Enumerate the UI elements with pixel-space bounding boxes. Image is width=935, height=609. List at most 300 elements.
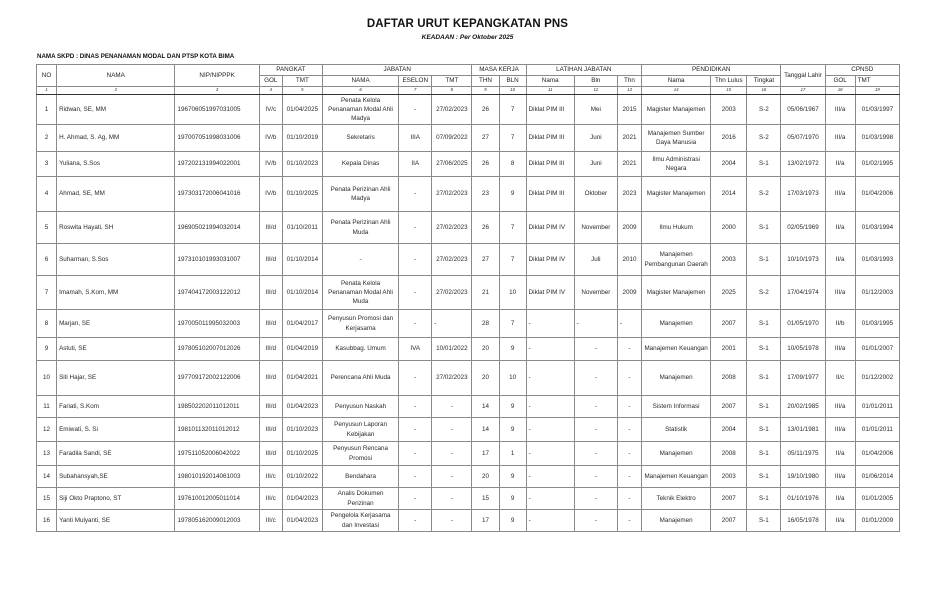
jabatan-nama: Kepala Dinas: [322, 152, 398, 177]
employee-nip: 197404172003122012: [175, 276, 259, 310]
table-row: [37, 212, 900, 244]
table-row: [37, 418, 900, 442]
jabatan-eselon: -: [399, 95, 432, 125]
jabatan-tmt: 27/02/2023: [432, 244, 472, 276]
column-index-cell: 16: [747, 87, 781, 95]
tanggal-lahir: 17/04/1974: [781, 276, 825, 310]
pangkat-gol: IV/b: [259, 125, 282, 152]
cpnsd-tmt: 01/03/1995: [855, 310, 899, 338]
pangkat-tmt: 01/04/2023: [282, 510, 322, 532]
row-no: 8: [37, 310, 57, 338]
jabatan-tmt: -: [432, 510, 472, 532]
cpnsd-gol: III/a: [825, 125, 855, 152]
employee-nip: 198010192014061003: [175, 466, 259, 488]
pendidikan-nama: Manajemen: [642, 510, 711, 532]
latihan-thn: 2021: [617, 152, 641, 177]
latihan-nama: -: [526, 361, 574, 396]
jabatan-tmt: -: [432, 310, 472, 338]
pendidikan-lulus: 2003: [711, 466, 747, 488]
masa-kerja-bln: 7: [499, 212, 526, 244]
table-row: [37, 152, 900, 177]
table-row: [37, 466, 900, 488]
latihan-bln: Oktober: [574, 177, 617, 212]
employee-nip: 197805162009012003: [175, 510, 259, 532]
pendidikan-nama: Statistik: [642, 418, 711, 442]
latihan-bln: -: [574, 418, 617, 442]
header-tanggal-lahir: Tanggal Lahir: [781, 65, 825, 87]
header-row-1: [37, 65, 900, 76]
pendidikan-tingkat: S-1: [747, 510, 781, 532]
employee-name: Marjan, SE: [57, 310, 175, 338]
latihan-bln: -: [574, 488, 617, 510]
table-row: [37, 396, 900, 418]
header-pangkat-gol: GOL: [259, 76, 282, 87]
pendidikan-lulus: 2000: [711, 212, 747, 244]
latihan-nama: -: [526, 488, 574, 510]
masa-kerja-thn: 26: [472, 212, 499, 244]
masa-kerja-bln: 9: [499, 466, 526, 488]
masa-kerja-bln: 10: [499, 276, 526, 310]
masa-kerja-bln: 9: [499, 418, 526, 442]
pendidikan-tingkat: S-1: [747, 396, 781, 418]
tanggal-lahir: 20/02/1985: [781, 396, 825, 418]
row-no: 1: [37, 95, 57, 125]
masa-kerja-bln: 7: [499, 244, 526, 276]
latihan-nama: -: [526, 466, 574, 488]
jabatan-nama: Penata Kelola Penanaman Modal Ahli Muda: [322, 276, 398, 310]
header-mk-thn: THN: [472, 76, 499, 87]
jabatan-nama: Pengelola Kerjasama dan Investasi: [322, 510, 398, 532]
pangkat-gol: III/d: [259, 418, 282, 442]
row-no: 4: [37, 177, 57, 212]
pendidikan-nama: Ilmu Administrasi Negara: [642, 152, 711, 177]
header-jabatan-eselon: ESELON: [399, 76, 432, 87]
pendidikan-nama: Ilmu Hukum: [642, 212, 711, 244]
pangkat-gol: IV/b: [259, 152, 282, 177]
employee-name: Siti Hajar, SE: [57, 361, 175, 396]
latihan-bln: November: [574, 276, 617, 310]
pendidikan-lulus: 2008: [711, 361, 747, 396]
pangkat-tmt: 01/10/2011: [282, 212, 322, 244]
employee-nip: 197610012005011014: [175, 488, 259, 510]
column-index-cell: 13: [617, 87, 641, 95]
tanggal-lahir: 05/11/1975: [781, 442, 825, 466]
pendidikan-lulus: 2003: [711, 244, 747, 276]
employee-name: Subahansyah,SE: [57, 466, 175, 488]
latihan-thn: 2021: [617, 125, 641, 152]
pendidikan-tingkat: S-2: [747, 177, 781, 212]
jabatan-eselon: -: [399, 488, 432, 510]
header-masa-kerja: MASA KERJA: [472, 65, 526, 76]
jabatan-eselon: -: [399, 396, 432, 418]
pendidikan-tingkat: S-2: [747, 95, 781, 125]
pangkat-gol: III/d: [259, 442, 282, 466]
pendidikan-tingkat: S-1: [747, 361, 781, 396]
jabatan-eselon: -: [399, 442, 432, 466]
employee-nip: 197310101993031007: [175, 244, 259, 276]
jabatan-nama: Perencana Ahli Muda: [322, 361, 398, 396]
cpnsd-tmt: 01/04/2006: [855, 177, 899, 212]
tanggal-lahir: 13/02/1972: [781, 152, 825, 177]
pendidikan-lulus: 2007: [711, 488, 747, 510]
header-cpnsd-tmt: TMT: [855, 76, 899, 87]
tanggal-lahir: 17/09/1977: [781, 361, 825, 396]
masa-kerja-bln: 7: [499, 125, 526, 152]
latihan-bln: Juni: [574, 152, 617, 177]
latihan-bln: -: [574, 338, 617, 361]
employee-name: Ahmad, SE, MM: [57, 177, 175, 212]
jabatan-eselon: -: [399, 466, 432, 488]
table-body: [37, 95, 900, 532]
cpnsd-gol: II/a: [825, 442, 855, 466]
masa-kerja-bln: 9: [499, 177, 526, 212]
jabatan-nama: Sekretaris: [322, 125, 398, 152]
jabatan-nama: Penata Perizinan Ahli Muda: [322, 212, 398, 244]
jabatan-tmt: 27/02/2023: [432, 95, 472, 125]
latihan-bln: -: [574, 466, 617, 488]
column-index-cell: 2: [57, 87, 175, 95]
tanggal-lahir: 01/10/1976: [781, 488, 825, 510]
pendidikan-nama: Manajemen Pembangunan Daerah: [642, 244, 711, 276]
pendidikan-tingkat: S-1: [747, 442, 781, 466]
column-index-cell: 18: [825, 87, 855, 95]
jabatan-eselon: -: [399, 418, 432, 442]
pangkat-tmt: 01/04/2025: [282, 95, 322, 125]
header-pend-lulus: Thn Lulus: [711, 76, 747, 87]
latihan-thn: -: [617, 396, 641, 418]
latihan-bln: Juli: [574, 244, 617, 276]
jabatan-nama: Penyusun Naskah: [322, 396, 398, 418]
latihan-thn: -: [617, 418, 641, 442]
jabatan-tmt: -: [432, 466, 472, 488]
cpnsd-tmt: 01/02/1995: [855, 152, 899, 177]
latihan-nama: Diklat PIM III: [526, 125, 574, 152]
header-mk-bln: BLN: [499, 76, 526, 87]
row-no: 16: [37, 510, 57, 532]
column-index-row: [37, 87, 900, 95]
jabatan-nama: Penyusun Rencana Promosi: [322, 442, 398, 466]
column-index-cell: 17: [781, 87, 825, 95]
pangkat-gol: III/c: [259, 488, 282, 510]
jabatan-nama: Penyusun Laporan Kebijakan: [322, 418, 398, 442]
employee-name: Siji Okto Praptono, ST: [57, 488, 175, 510]
latihan-nama: Diklat PIM IV: [526, 276, 574, 310]
row-no: 13: [37, 442, 57, 466]
jabatan-nama: -: [322, 244, 398, 276]
pendidikan-lulus: 2001: [711, 338, 747, 361]
employee-name: Faradila Sandi, SE: [57, 442, 175, 466]
cpnsd-gol: III/a: [825, 95, 855, 125]
pendidikan-nama: Manajemen Sumber Daya Manusia: [642, 125, 711, 152]
jabatan-tmt: 27/02/2023: [432, 361, 472, 396]
pendidikan-lulus: 2003: [711, 95, 747, 125]
pangkat-tmt: 01/10/2023: [282, 152, 322, 177]
row-no: 15: [37, 488, 57, 510]
header-lat-bln: Bln: [574, 76, 617, 87]
masa-kerja-thn: 14: [472, 396, 499, 418]
latihan-thn: 2009: [617, 276, 641, 310]
pendidikan-tingkat: S-1: [747, 338, 781, 361]
latihan-thn: 2009: [617, 212, 641, 244]
employee-name: Ridwan, SE, MM: [57, 95, 175, 125]
employee-nip: 197007051998031006: [175, 125, 259, 152]
employee-nip: 197005011995032003: [175, 310, 259, 338]
masa-kerja-thn: 23: [472, 177, 499, 212]
column-index-cell: 15: [711, 87, 747, 95]
latihan-nama: Diklat PIM III: [526, 95, 574, 125]
jabatan-tmt: -: [432, 396, 472, 418]
jabatan-eselon: IIIA: [399, 125, 432, 152]
masa-kerja-bln: 7: [499, 95, 526, 125]
cpnsd-tmt: 01/06/2014: [855, 466, 899, 488]
masa-kerja-thn: 27: [472, 125, 499, 152]
table-row: [37, 361, 900, 396]
pangkat-gol: III/d: [259, 276, 282, 310]
latihan-bln: -: [574, 442, 617, 466]
jabatan-eselon: -: [399, 361, 432, 396]
document-subtitle: KEADAAN : Per Oktober 2025: [421, 34, 514, 41]
cpnsd-gol: III/a: [825, 338, 855, 361]
latihan-bln: Juni: [574, 125, 617, 152]
tanggal-lahir: 10/05/1978: [781, 338, 825, 361]
cpnsd-tmt: 01/12/2003: [855, 276, 899, 310]
cpnsd-tmt: 01/01/2005: [855, 488, 899, 510]
header-cpnsd-gol: GOL: [825, 76, 855, 87]
jabatan-nama: Kasubbag. Umum: [322, 338, 398, 361]
table-row: [37, 244, 900, 276]
jabatan-tmt: -: [432, 418, 472, 442]
masa-kerja-bln: 8: [499, 152, 526, 177]
masa-kerja-thn: 20: [472, 466, 499, 488]
masa-kerja-bln: 7: [499, 310, 526, 338]
jabatan-nama: Analis Dokumen Perizinan: [322, 488, 398, 510]
header-lat-thn: Thn: [617, 76, 641, 87]
employee-name: Imamah, S.Kom, MM: [57, 276, 175, 310]
column-index-cell: 5: [282, 87, 322, 95]
pangkat-gol: III/c: [259, 510, 282, 532]
header-jabatan-nama: NAMA: [322, 76, 398, 87]
latihan-nama: -: [526, 310, 574, 338]
header-pend-tingkat: Tingkat: [747, 76, 781, 87]
latihan-nama: Diklat PIM III: [526, 152, 574, 177]
header-jabatan: JABATAN: [322, 65, 472, 76]
table-row: [37, 310, 900, 338]
jabatan-eselon: IVA: [399, 338, 432, 361]
pendidikan-tingkat: S-1: [747, 212, 781, 244]
jabatan-eselon: -: [399, 510, 432, 532]
cpnsd-gol: II/a: [825, 152, 855, 177]
row-no: 12: [37, 418, 57, 442]
cpnsd-gol: II/a: [825, 510, 855, 532]
masa-kerja-bln: 9: [499, 338, 526, 361]
cpnsd-gol: II/b: [825, 310, 855, 338]
masa-kerja-thn: 26: [472, 152, 499, 177]
cpnsd-gol: III/a: [825, 276, 855, 310]
employee-name: Emiwati, S. Si: [57, 418, 175, 442]
latihan-bln: -: [574, 310, 617, 338]
row-no: 2: [37, 125, 57, 152]
header-no: NO: [37, 65, 57, 87]
pendidikan-nama: Magister Manajemen: [642, 177, 711, 212]
jabatan-nama: Bendahara: [322, 466, 398, 488]
tanggal-lahir: 19/10/1980: [781, 466, 825, 488]
pangkat-tmt: 01/10/2014: [282, 276, 322, 310]
jabatan-tmt: 10/01/2022: [432, 338, 472, 361]
pendidikan-lulus: 2007: [711, 510, 747, 532]
pangkat-tmt: 01/04/2023: [282, 488, 322, 510]
latihan-thn: -: [617, 338, 641, 361]
jabatan-nama: Penata Kelola Penanaman Modal Ahli Madya: [322, 95, 398, 125]
column-index-cell: 14: [642, 87, 711, 95]
latihan-bln: -: [574, 396, 617, 418]
pendidikan-nama: Magister Manajemen: [642, 276, 711, 310]
jabatan-tmt: 27/02/2023: [432, 177, 472, 212]
column-index-cell: 8: [432, 87, 472, 95]
jabatan-tmt: 07/09/2022: [432, 125, 472, 152]
header-latihan-jabatan: LATIHAN JABATAN: [526, 65, 641, 76]
pendidikan-tingkat: S-1: [747, 466, 781, 488]
jabatan-tmt: -: [432, 488, 472, 510]
pangkat-tmt: 01/10/2022: [282, 466, 322, 488]
jabatan-tmt: 27/02/2023: [432, 276, 472, 310]
cpnsd-gol: II/a: [825, 212, 855, 244]
pangkat-tmt: 01/10/2019: [282, 125, 322, 152]
employee-name: Fariati, S.Kom: [57, 396, 175, 418]
pangkat-gol: III/d: [259, 361, 282, 396]
employee-name: Astuti, SE: [57, 338, 175, 361]
pangkat-gol: III/d: [259, 310, 282, 338]
employee-nip: 197303172006041016: [175, 177, 259, 212]
row-no: 7: [37, 276, 57, 310]
pendidikan-tingkat: S-2: [747, 276, 781, 310]
latihan-bln: Mei: [574, 95, 617, 125]
employee-nip: 197202131994022001: [175, 152, 259, 177]
employee-name: H. Ahmad, S. Ag, MM: [57, 125, 175, 152]
latihan-thn: 2015: [617, 95, 641, 125]
masa-kerja-thn: 28: [472, 310, 499, 338]
cpnsd-tmt: 01/03/1997: [855, 95, 899, 125]
column-index-cell: 1: [37, 87, 57, 95]
column-index-cell: 6: [322, 87, 398, 95]
pendidikan-nama: Manajemen Keuangan: [642, 338, 711, 361]
column-index-cell: 12: [574, 87, 617, 95]
pendidikan-tingkat: S-1: [747, 310, 781, 338]
skpd-label: NAMA SKPD : DINAS PENANAMAN MODAL DAN PTSP KOTA BIMA: [37, 53, 235, 60]
masa-kerja-bln: 9: [499, 488, 526, 510]
cpnsd-gol: III/a: [825, 418, 855, 442]
pangkat-gol: III/d: [259, 396, 282, 418]
latihan-bln: November: [574, 212, 617, 244]
jabatan-eselon: -: [399, 212, 432, 244]
pendidikan-nama: Sistem Informasi: [642, 396, 711, 418]
tanggal-lahir: 05/07/1970: [781, 125, 825, 152]
pangkat-tmt: 01/10/2025: [282, 177, 322, 212]
table-row: [37, 276, 900, 310]
tanggal-lahir: 10/10/1973: [781, 244, 825, 276]
employee-nip: 198502202011012011: [175, 396, 259, 418]
row-no: 6: [37, 244, 57, 276]
table-row: [37, 125, 900, 152]
document-title: DAFTAR URUT KEPANGKATAN PNS: [366, 18, 569, 30]
table-row: [37, 442, 900, 466]
latihan-nama: -: [526, 510, 574, 532]
pendidikan-nama: Teknik Elektro: [642, 488, 711, 510]
employee-name: Suharman, S.Sos: [57, 244, 175, 276]
employee-nip: 197805102007012026: [175, 338, 259, 361]
masa-kerja-thn: 17: [472, 442, 499, 466]
jabatan-tmt: 27/02/2023: [432, 212, 472, 244]
pendidikan-tingkat: S-1: [747, 152, 781, 177]
jabatan-tmt: 27/06/2025: [432, 152, 472, 177]
pendidikan-lulus: 2008: [711, 442, 747, 466]
masa-kerja-thn: 20: [472, 361, 499, 396]
latihan-thn: -: [617, 310, 641, 338]
cpnsd-gol: III/a: [825, 466, 855, 488]
employee-nip: 196706051997031005: [175, 95, 259, 125]
employee-nip: 198101132011012012: [175, 418, 259, 442]
latihan-bln: -: [574, 361, 617, 396]
pendidikan-tingkat: S-1: [747, 488, 781, 510]
pendidikan-lulus: 2025: [711, 276, 747, 310]
table-row: [37, 338, 900, 361]
tanggal-lahir: 05/06/1967: [781, 95, 825, 125]
latihan-nama: Diklat PIM IV: [526, 244, 574, 276]
column-index-cell: 11: [526, 87, 574, 95]
row-no: 14: [37, 466, 57, 488]
cpnsd-gol: II/a: [825, 488, 855, 510]
latihan-thn: 2010: [617, 244, 641, 276]
row-no: 11: [37, 396, 57, 418]
pangkat-gol: III/d: [259, 244, 282, 276]
header-pangkat-tmt: TMT: [282, 76, 322, 87]
masa-kerja-bln: 10: [499, 361, 526, 396]
column-index-cell: 7: [399, 87, 432, 95]
pendidikan-nama: Manajemen: [642, 310, 711, 338]
masa-kerja-bln: 9: [499, 510, 526, 532]
jabatan-tmt: -: [432, 442, 472, 466]
pendidikan-lulus: 2016: [711, 125, 747, 152]
cpnsd-tmt: 01/01/2011: [855, 396, 899, 418]
jabatan-eselon: -: [399, 310, 432, 338]
cpnsd-gol: III/a: [825, 396, 855, 418]
latihan-nama: Diklat PIM IV: [526, 212, 574, 244]
header-lat-nama: Nama: [526, 76, 574, 87]
cpnsd-tmt: 01/03/1993: [855, 244, 899, 276]
cpnsd-tmt: 01/01/2011: [855, 418, 899, 442]
pangkat-tmt: 01/10/2014: [282, 244, 322, 276]
column-index-cell: 19: [855, 87, 899, 95]
rank-order-table: [36, 64, 900, 532]
jabatan-nama: Penyusun Promosi dan Kerjasama: [322, 310, 398, 338]
masa-kerja-thn: 17: [472, 510, 499, 532]
pangkat-tmt: 01/10/2025: [282, 442, 322, 466]
masa-kerja-thn: 26: [472, 95, 499, 125]
column-index-cell: 4: [259, 87, 282, 95]
latihan-nama: -: [526, 338, 574, 361]
employee-nip: 197511052006042022: [175, 442, 259, 466]
header-nip: NIP/NIPPPK: [175, 65, 259, 87]
row-no: 3: [37, 152, 57, 177]
jabatan-nama: Penata Perizinan Ahli Madya: [322, 177, 398, 212]
latihan-thn: -: [617, 510, 641, 532]
header-cpnsd: CPNSD: [825, 65, 899, 76]
column-index-cell: 3: [175, 87, 259, 95]
jabatan-eselon: IIA: [399, 152, 432, 177]
masa-kerja-bln: 9: [499, 396, 526, 418]
latihan-nama: Diklat PIM III: [526, 177, 574, 212]
pangkat-tmt: 01/04/2019: [282, 338, 322, 361]
cpnsd-gol: II/c: [825, 361, 855, 396]
